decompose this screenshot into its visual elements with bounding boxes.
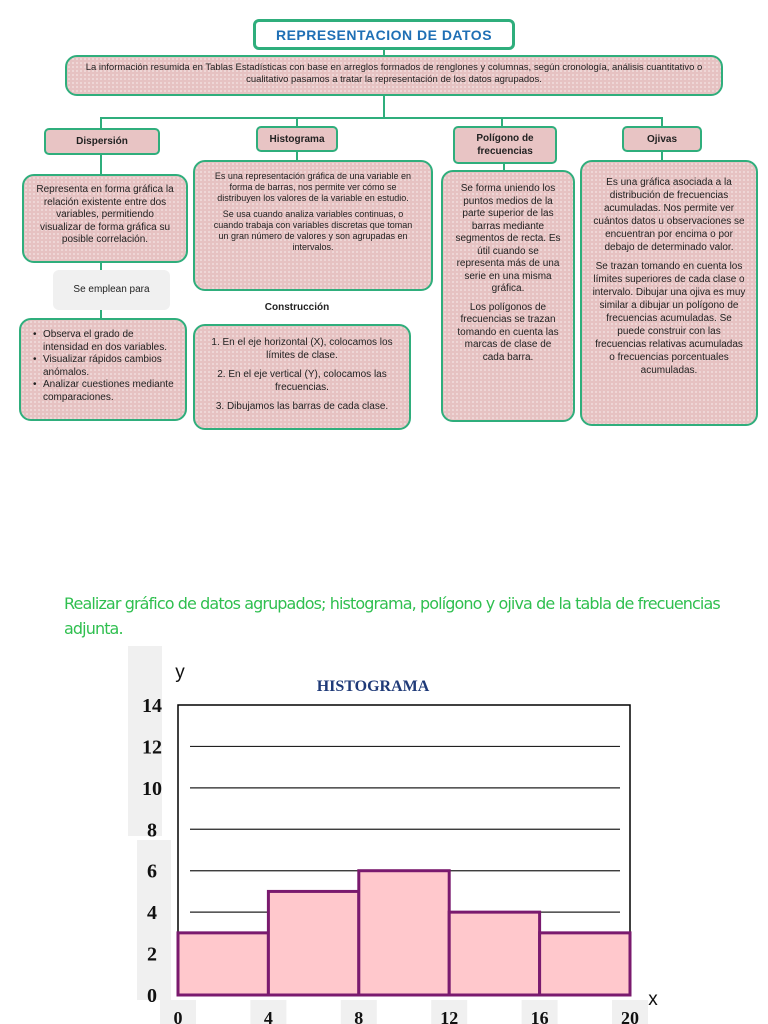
- connector: [100, 310, 102, 318]
- dispersion-uses-list: [31, 329, 175, 404]
- connector: [100, 117, 663, 119]
- intro-text: La información resumida en Tablas Estadísticas con base en arreglos formados de renglones y columnas, según cronología, análisis cuantitativo o cualitativo pasamos a tratar la representación de los datos agrupados.: [85, 62, 703, 85]
- heading-poligono: [453, 126, 557, 164]
- y-tick-label: 12: [142, 736, 162, 759]
- x-tick-label: 4: [263, 1008, 273, 1024]
- y-tick-label: 0: [147, 985, 157, 1007]
- histogram-bar: [359, 871, 449, 995]
- histogram-bar: [178, 933, 268, 995]
- connector: [100, 155, 102, 175]
- y-tick-label: 10: [142, 777, 162, 800]
- histogram-bar: [268, 891, 358, 995]
- instruction-text: Realizar gráfico de datos agrupados; histograma, polígono y ojiva de la tabla de frecuencias adjunta.: [64, 594, 720, 638]
- step-3: 3. Dibujamos las barras de cada clase.: [215, 401, 389, 412]
- ojivas-description-box: [580, 160, 758, 426]
- y-tick-label: 8: [147, 819, 157, 842]
- x-tick-label: 16: [530, 1008, 549, 1024]
- histogram-bar: [540, 933, 630, 995]
- map-title: [253, 19, 515, 50]
- step-1: 1. En el eje horizontal (X), colocamos los límites de clase.: [211, 337, 393, 361]
- y-tick-label: 4: [147, 902, 157, 925]
- heading-dispersion: [44, 128, 160, 155]
- heading-poligono-text: Polígono de frecuencias: [476, 133, 534, 157]
- histograma-steps-box: [193, 324, 411, 430]
- x-tick-label: 12: [440, 1008, 459, 1024]
- heading-dispersion-text: Dispersión: [76, 136, 128, 147]
- x-axis-label: x: [648, 989, 658, 1010]
- heading-histograma-text: Histograma: [269, 133, 325, 145]
- histogram-bar: [449, 912, 539, 995]
- intro-box: [65, 55, 723, 96]
- histogram-chart: [0, 644, 768, 1024]
- histograma-description-box: [193, 160, 433, 291]
- list-item: • Observa el grado de intensidad en dos variables.: [33, 329, 175, 354]
- ojivas-description-2: Se trazan tomando en cuenta los límites superiores de cada clase o intervalo. Dibujar una ojiva es muy similar a dibujar un polígono de frecuencias acumuladas. Se puede construir con las frecuencias relativas acumuladas o frecuencias porcentuales acumuladas.: [592, 261, 746, 376]
- y-tick-label: 6: [147, 860, 157, 883]
- step-2: 2. En el eje vertical (Y), colocamos las frecuencias.: [217, 369, 387, 393]
- y-tick-label: 14: [142, 695, 162, 717]
- dispersion-description-box: [22, 174, 188, 263]
- poligono-description-box: [441, 170, 575, 422]
- y-axis-label: y: [175, 662, 185, 683]
- list-item: • Visualizar rápidos cambios anómalos.: [33, 354, 175, 379]
- heading-ojivas: [622, 126, 702, 152]
- dispersion-uses-box: [19, 318, 187, 421]
- chart-title: HISTOGRAMA: [316, 678, 430, 695]
- histograma-description-2: Se usa cuando analiza variables continuas, o cuando trabaja con variables discretas que toman un gran número de valores y son agrupadas en intervalos.: [213, 209, 413, 252]
- connector: [296, 152, 298, 160]
- ojivas-description-1: Es una gráfica asociada a la distribución de frecuencias acumuladas. Nos permite ver cuántos datos u observaciones se encuentran por encima o por debajo de determinado valor.: [593, 177, 745, 253]
- dispersion-description: Representa en forma gráfica la relación existente entre dos variables, permitiendo visualizar de forma gráfica su posible correlación.: [36, 184, 174, 245]
- poligono-description-1: Se forma uniendo los puntos medios de la parte superior de las barras mediante segmentos de recta. Es útil cuando se representa más de una serie en una misma gráfica.: [455, 183, 561, 294]
- x-tick-label: 8: [354, 1008, 364, 1024]
- heading-ojivas-text: Ojivas: [646, 133, 678, 145]
- histograma-description-1: Es una representación gráfica de una variable en forma de barras, nos permite ver cómo se distribuyen los valores de la variable en estudio.: [214, 171, 412, 203]
- x-tick-label: 20: [621, 1008, 639, 1024]
- y-tick-label: 2: [147, 943, 157, 966]
- construction-label: [240, 302, 354, 313]
- poligono-description-2: Los polígonos de frecuencias se trazan tomando en cuenta las marcas de clase de cada barra.: [457, 301, 559, 363]
- map-title-text: REPRESENTACION DE DATOS: [275, 27, 493, 43]
- connector: [383, 96, 385, 118]
- heading-histograma: [256, 126, 338, 152]
- used-for-label: [53, 270, 170, 310]
- list-item: • Analizar cuestiones mediante comparaciones.: [33, 379, 175, 404]
- construction-text: Construcción: [264, 302, 330, 313]
- x-tick-label: 0: [173, 1008, 183, 1024]
- used-for-text: Se emplean para: [73, 284, 150, 296]
